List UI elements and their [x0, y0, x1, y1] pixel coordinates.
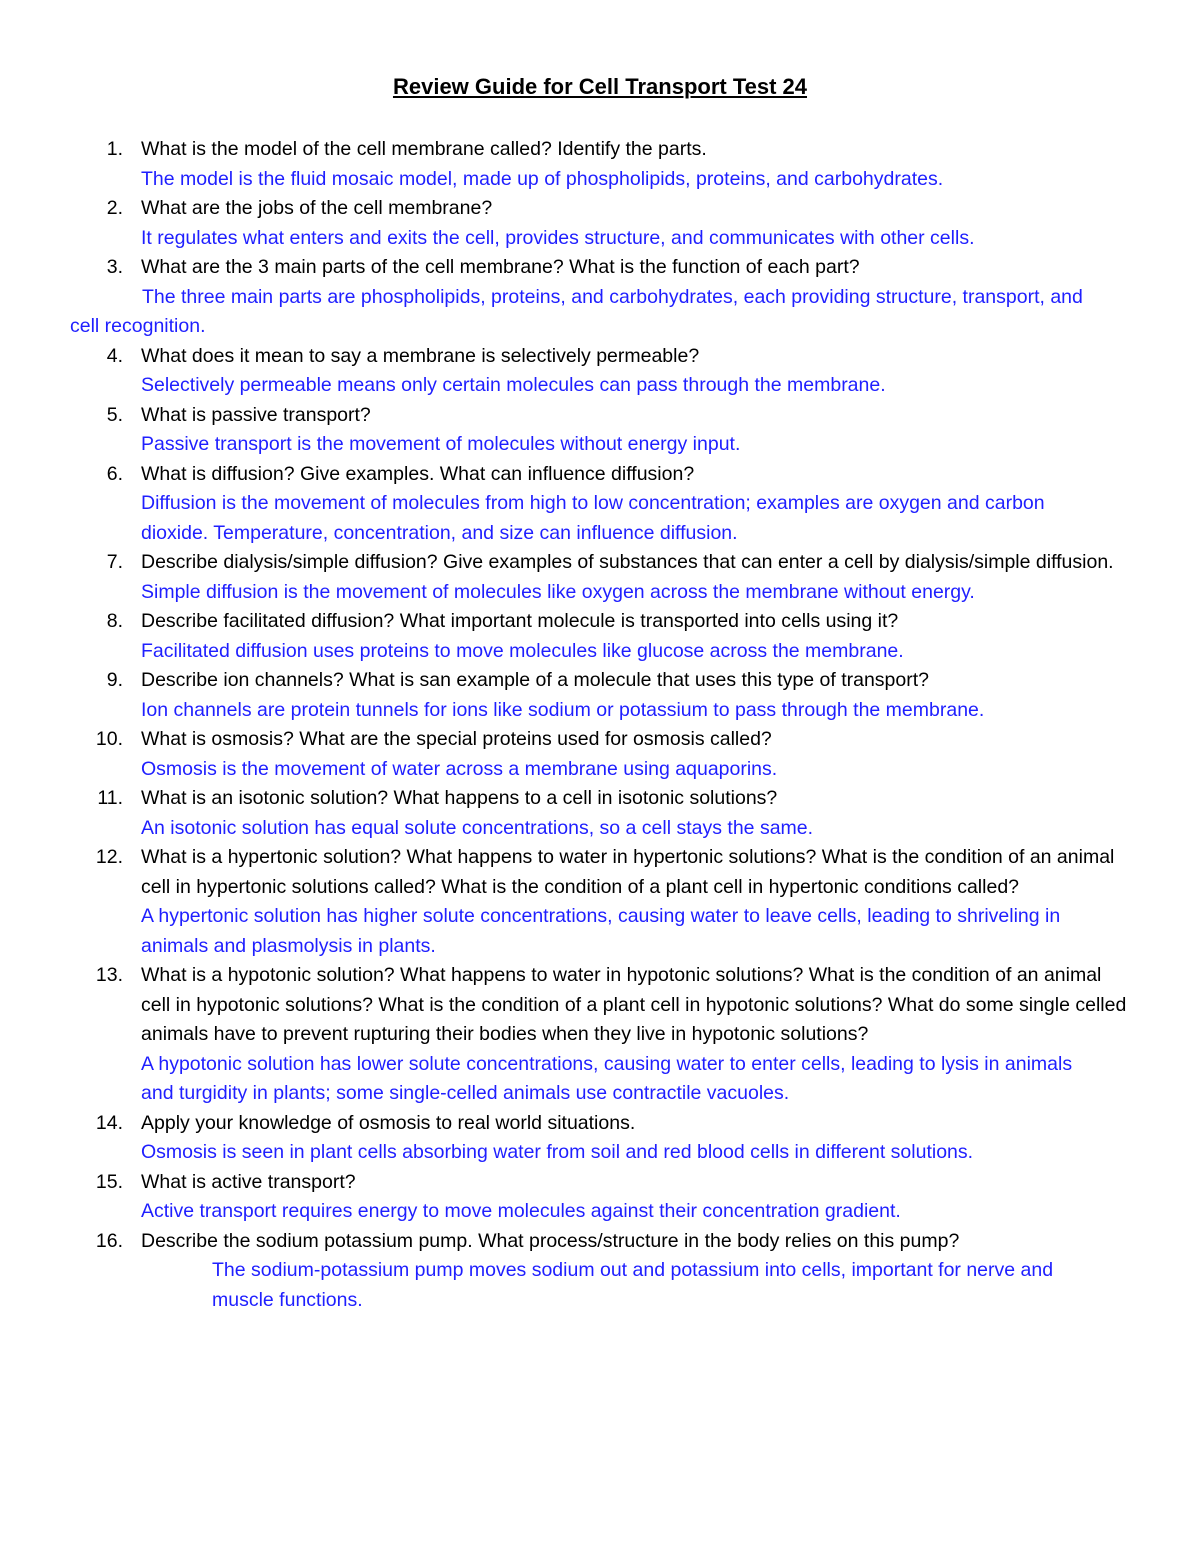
answer-text: It regulates what enters and exits the cell, provides structure, and communicates with other cells. — [141, 226, 975, 249]
item-number: 6. — [106, 462, 123, 485]
list-item — [0, 135, 1200, 194]
question-text: What is osmosis? What are the special proteins used for osmosis called? — [141, 728, 772, 750]
item-number: 13. — [95, 964, 123, 986]
list-item — [0, 253, 1200, 342]
question-text: What is the model of the cell membrane called? Identify the parts. — [141, 138, 707, 160]
question-text: What is passive transport? — [141, 403, 371, 426]
item-number: 15. — [95, 1170, 123, 1193]
list-item — [0, 194, 1200, 253]
item-number: 5. — [106, 403, 123, 426]
answer-text: Facilitated diffusion uses proteins to move molecules like glucose across the membrane. — [141, 639, 904, 662]
answer-text: Passive transport is the movement of molecules without energy input. — [141, 433, 741, 455]
list-item — [0, 843, 1200, 961]
list-item — [0, 548, 1200, 607]
list-item — [0, 784, 1200, 843]
question-text: What is a hypotonic solution? What happens to water in hypotonic solutions? What is the condition of an animal cell in hypotonic solutions? What is the condition of a plant cell in hypotonic solutions? What do some single celled animals have to prevent rupturing their bodies when they live in hypotonic solutions? — [141, 964, 1127, 1045]
list-item — [0, 460, 1200, 549]
question-text: What is diffusion? Give examples. What can influence diffusion? — [141, 462, 695, 485]
list-item — [0, 607, 1200, 666]
answer-text: An isotonic solution has equal solute concentrations, so a cell stays the same. — [141, 816, 814, 839]
question-list — [0, 135, 1200, 1315]
list-item — [0, 401, 1200, 460]
answer-text: A hypertonic solution has higher solute concentrations, causing water to leave cells, leading to shriveling in animals and plasmolysis in plants. — [141, 905, 1061, 957]
answer-text: Simple diffusion is the movement of molecules like oxygen across the membrane without energy. — [141, 580, 975, 603]
page-title: Review Guide for Cell Transport Test 24 — [392, 74, 808, 99]
question-text: Describe ion channels? What is san example of a molecule that uses this type of transport? — [141, 669, 929, 691]
list-item — [0, 961, 1200, 1109]
item-number: 10. — [95, 728, 123, 750]
question-text: What is a hypertonic solution? What happens to water in hypertonic solutions? What is the condition of an animal cell in hypertonic solutions called? What is the condition of a plant cell in hypertonic conditions called? — [141, 846, 1115, 898]
question-text: What are the 3 main parts of the cell membrane? What is the function of each part? — [141, 256, 860, 278]
answer-text: Selectively permeable means only certain molecules can pass through the membrane. — [141, 374, 886, 396]
answer-text: The model is the fluid mosaic model, made up of phospholipids, proteins, and carbohydrates. — [141, 167, 944, 190]
question-text: What is active transport? — [141, 1170, 356, 1193]
answer-text: Active transport requires energy to move molecules against their concentration gradient. — [141, 1200, 901, 1222]
item-number: 8. — [106, 610, 123, 632]
answer-text: A hypotonic solution has lower solute concentrations, causing water to enter cells, leading to lysis in animals and turgidity in plants; some single-celled animals use contractile vacuoles. — [141, 1052, 1073, 1104]
item-number: 16. — [95, 1229, 123, 1252]
answer-text: Diffusion is the movement of molecules from high to low concentration; examples are oxygen and carbon dioxide. Temperature, concentration, and size can influence diffusion. — [141, 492, 1045, 544]
list-item — [0, 342, 1200, 401]
question-text: Apply your knowledge of osmosis to real world situations. — [141, 1111, 636, 1134]
item-number: 7. — [106, 551, 123, 573]
item-number: 11. — [97, 787, 123, 809]
question-text: What does it mean to say a membrane is selectively permeable? — [141, 344, 700, 367]
answer-text: Osmosis is seen in plant cells absorbing water from soil and red blood cells in different solutions. — [141, 1141, 974, 1163]
item-number: 14. — [95, 1111, 123, 1134]
answer-text: Ion channels are protein tunnels for ions like sodium or potassium to pass through the membrane. — [141, 698, 985, 721]
question-text: Describe the sodium potassium pump. What process/structure in the body relies on this pump? — [141, 1229, 960, 1252]
list-item — [0, 1227, 1200, 1316]
answer-text: The sodium-potassium pump moves sodium out and potassium into cells, important for nerve and muscle functions. — [212, 1259, 1054, 1311]
item-number: 12. — [95, 846, 123, 868]
answer-text: The three main parts are phospholipids, proteins, and carbohydrates, each providing structure, transport, and cell recognition. — [70, 285, 1083, 337]
list-item — [0, 1109, 1200, 1168]
item-number: 9. — [106, 669, 123, 691]
question-text: Describe dialysis/simple diffusion? Give examples of substances that can enter a cell by dialysis/simple diffusion. — [141, 551, 1114, 573]
item-number: 4. — [106, 344, 123, 367]
list-item — [0, 725, 1200, 784]
list-item — [0, 1168, 1200, 1227]
item-number: 1. — [106, 138, 123, 160]
list-item — [0, 666, 1200, 725]
question-text: What is an isotonic solution? What happens to a cell in isotonic solutions? — [141, 787, 778, 809]
item-number: 2. — [106, 197, 123, 219]
item-number: 3. — [106, 256, 123, 278]
question-text: What are the jobs of the cell membrane? — [141, 197, 493, 219]
answer-text: Osmosis is the movement of water across a membrane using aquaporins. — [141, 757, 778, 780]
question-text: Describe facilitated diffusion? What important molecule is transported into cells using it? — [141, 610, 899, 632]
